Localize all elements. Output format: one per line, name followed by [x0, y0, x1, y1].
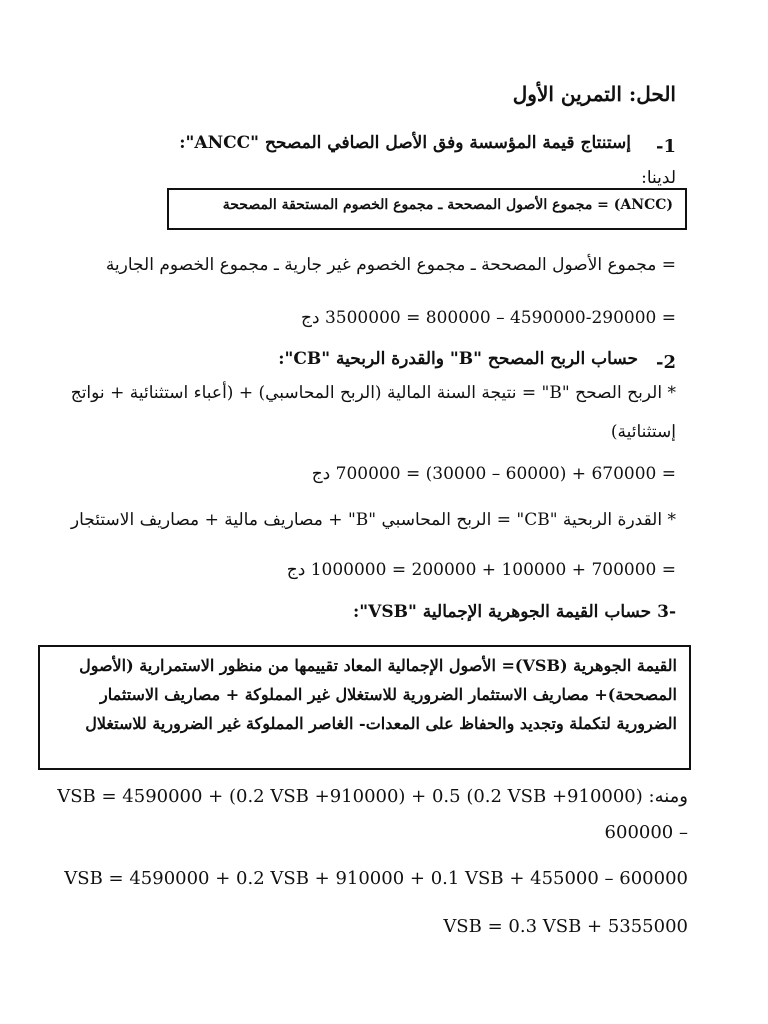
- ancc-calculation: = 4590000-290000 – 800000 = 3500000 دج: [301, 308, 676, 328]
- question2-number: -2: [656, 352, 676, 373]
- vsb-definition-line3: الضرورية لتكملة وتجديد والحفاظ على المعدات- الغاصر المملوكة غير الضرورية للاستغلال: [85, 714, 677, 733]
- vsb-equation3: VSB = 0.3 VSB + 5355000: [443, 916, 688, 937]
- b-definition-line2: إستثنائية): [610, 422, 676, 442]
- ancc-definition-box: [167, 188, 687, 230]
- question1-number: -1: [656, 136, 676, 157]
- vsb-equation2: VSB = 4590000 + 0.2 VSB + 910000 + 0.1 VSB + 455000 – 600000: [64, 868, 688, 889]
- solution-title: الحل: التمرين الأول: [512, 82, 676, 106]
- cb-calculation: = 700000 + 100000 + 200000 = 1000000 دج: [286, 560, 676, 580]
- ancc-definition-text: (ANCC) = مجموع الأصول المصححة ـ مجموع الخصوم المستحقة المصححة: [222, 197, 673, 213]
- vsb-equation1-continuation: – 600000: [604, 822, 688, 843]
- b-calculation: = 670000 + (60000 – 30000) = 700000 دج: [311, 464, 676, 484]
- vsb-definition-line1: القيمة الجوهرية (VSB)= الأصول الإجمالية المعاد تقييمها من منظور الاستمرارية (الأصول: [79, 656, 677, 675]
- vsb-equation1: ومنه: VSB = 4590000 + (0.2 VSB +910000) + 0.5 (0.2 VSB +910000): [57, 786, 688, 807]
- question2-title: حساب الربح المصحح "B" والقدرة الربحية "CB":: [278, 349, 638, 369]
- vsb-definition-box: [38, 645, 691, 770]
- question3-title: -3 حساب القيمة الجوهرية الإجمالية "VSB":: [353, 602, 676, 622]
- cb-definition: * القدرة الربحية "CB" = الربح المحاسبي "B" + مصاريف مالية + مصاريف الاستئجار: [70, 510, 676, 530]
- question1-given-label: لدينا:: [641, 168, 676, 188]
- b-definition-line1: * الربح الصحح "B" = نتيجة السنة المالية (الربح المحاسبي) + (أعباء استثنائية + نواتج: [70, 383, 676, 403]
- vsb-definition-line2: المصححة)+ مصاريف الاستثمار الضرورية للاستغلال غير المملوكة + مصاريف الاستثمار: [100, 685, 677, 704]
- ancc-formula: = مجموع الأصول المصححة ـ مجموع الخصوم غير جارية ـ مجموع الخصوم الجارية: [105, 255, 676, 275]
- question1-title: إستنتاج قيمة المؤسسة وفق الأصل الصافي المصحح "ANCC":: [179, 133, 631, 153]
